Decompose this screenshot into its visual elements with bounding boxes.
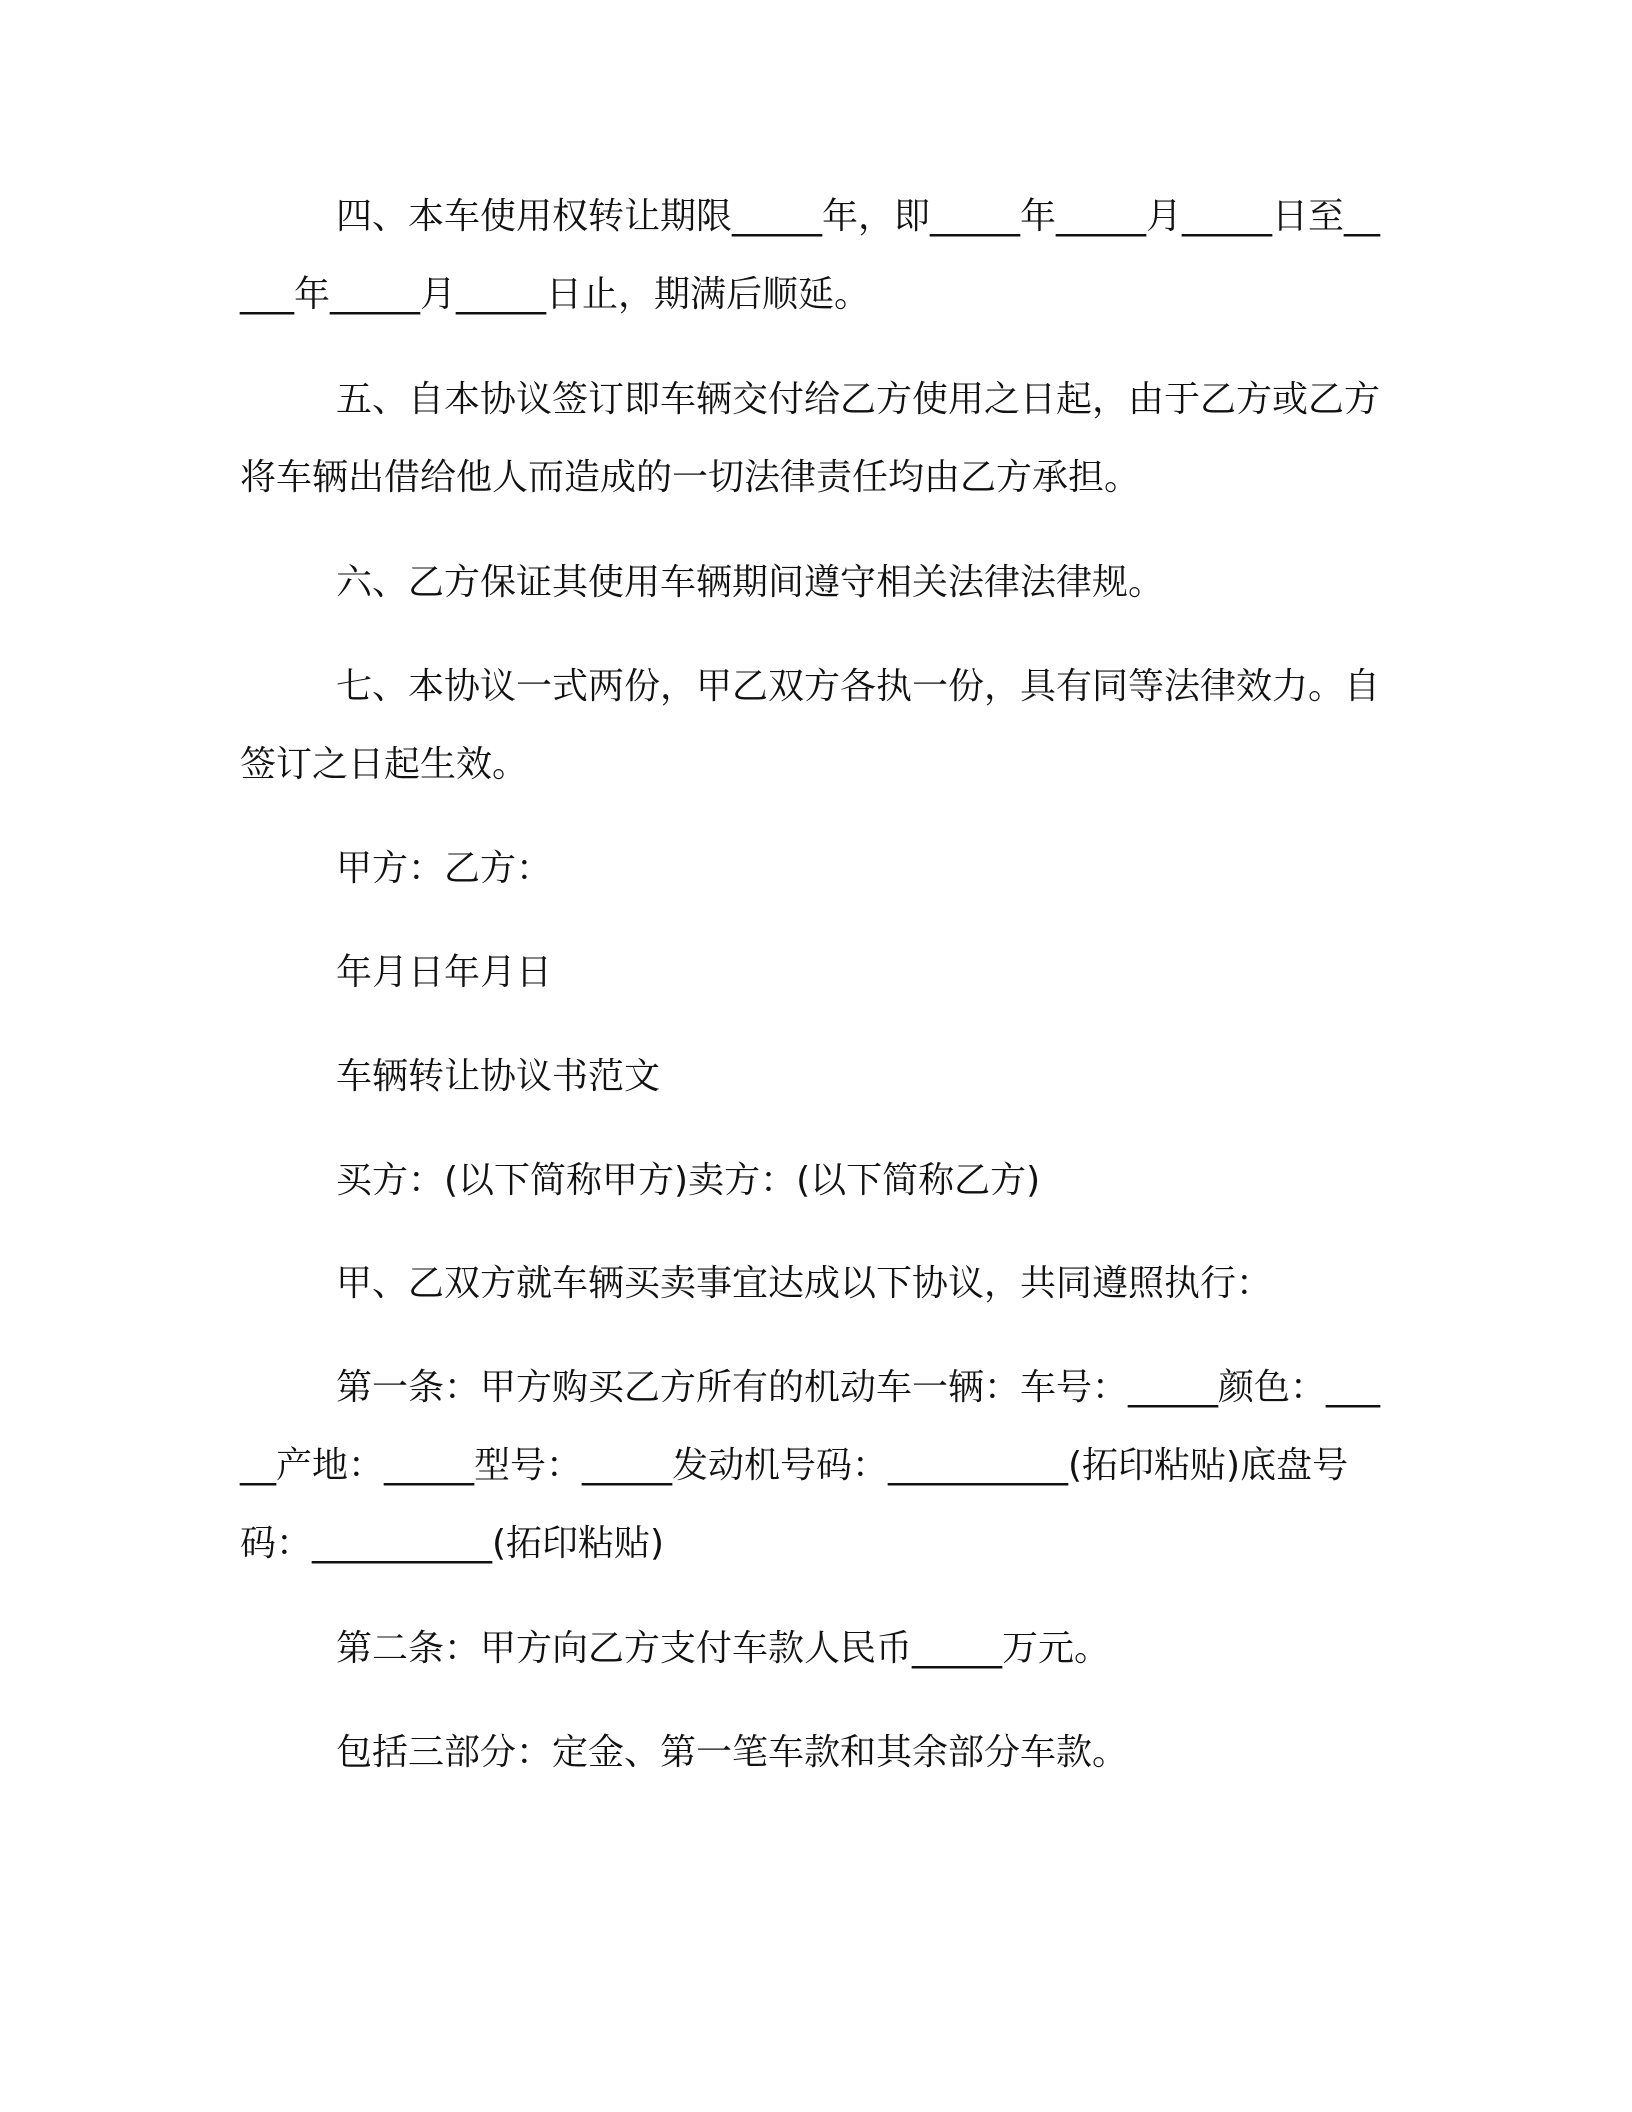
clause-7-copies-validity: 七、本协议一式两份，甲乙双方各执一份，具有同等法律效力。自签订之日起生效。 bbox=[240, 666, 1381, 785]
clause-5-legal-liability: 五、自本协议签订即车辆交付给乙方使用之日起，由于乙方或乙方将车辆出借给他人而造成的一切法律责任均由乙方承担。 bbox=[240, 379, 1381, 498]
clause-6-compliance: 六、乙方保证其使用车辆期间遵守相关法律法律规。 bbox=[336, 562, 1165, 603]
article-2-payment: 第二条：甲方向乙方支付车款人民币_____万元。 bbox=[336, 1628, 1111, 1669]
article-1-vehicle-details: 第一条：甲方购买乙方所有的机动车一辆：车号：_____颜色：_____产地：_____型号：_____发动机号码：__________(拓印粘贴)底盘号码：__________(拓印粘贴) bbox=[240, 1367, 1381, 1564]
signature-parties: 甲方：乙方： bbox=[336, 848, 553, 889]
payment-parts: 包括三部分：定金、第一笔车款和其余部分车款。 bbox=[336, 1732, 1129, 1773]
buyer-seller-line: 买方：(以下简称甲方)卖方：(以下简称乙方) bbox=[336, 1160, 1041, 1201]
section-title: 车辆转让协议书范文 bbox=[336, 1056, 661, 1097]
clause-4-transfer-period: 四、本车使用权转让期限_____年，即_____年_____月_____日至_____年_____月_____日止，期满后顺延。 bbox=[240, 196, 1381, 315]
signature-dates: 年月日年月日 bbox=[336, 952, 553, 993]
agreement-intro: 甲、乙双方就车辆买卖事宜达成以下协议，共同遵照执行： bbox=[336, 1263, 1273, 1304]
